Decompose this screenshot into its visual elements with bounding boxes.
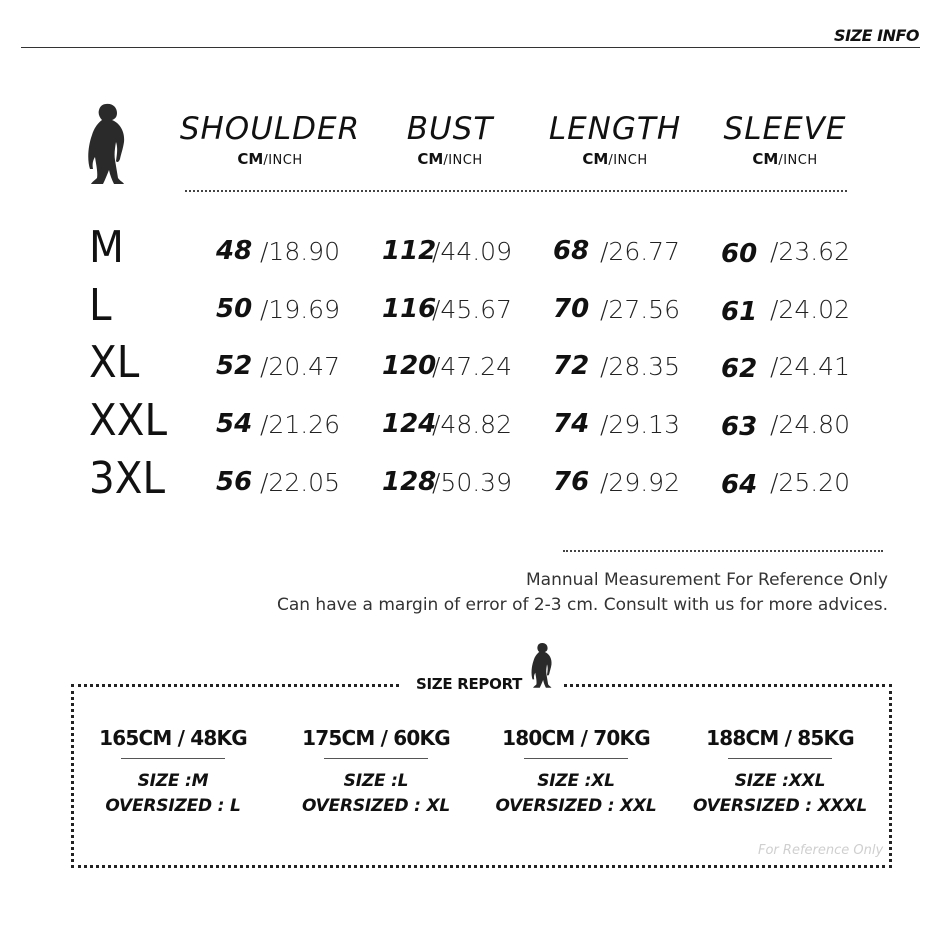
- report-oversized: OVERSIZED : XXL: [495, 796, 657, 816]
- column-title: LENGTH: [548, 111, 682, 147]
- shoulder-inch: /20.47: [260, 352, 340, 381]
- column-unit: CM/INCH: [417, 150, 483, 168]
- shoulder-cm: 52: [216, 351, 253, 381]
- size-label-xxl: XXL: [89, 395, 168, 446]
- size-report-title: SIZE REPORT: [416, 675, 523, 693]
- sleeve-inch: /23.62: [770, 237, 850, 266]
- size-label-l: L: [89, 280, 112, 331]
- column-title: SHOULDER: [179, 111, 361, 147]
- shoulder-cm: 50: [216, 294, 253, 324]
- margin-note: Can have a margin of error of 2-3 cm. Consult with us for more advices.: [276, 595, 888, 615]
- size-label-3xl: 3XL: [89, 453, 166, 504]
- length-cm: 68: [553, 236, 590, 266]
- shoulder-cm: 48: [216, 236, 253, 266]
- report-divider: [728, 758, 832, 759]
- notes-dotted-divider: [563, 550, 883, 552]
- length-inch: /29.13: [600, 410, 680, 439]
- column-title: SLEEVE: [723, 111, 847, 147]
- size-info-title: SIZE INFO: [834, 26, 919, 45]
- bust-inch: /47.24: [432, 352, 512, 381]
- shoulder-inch: /18.90: [260, 237, 340, 266]
- sleeve-inch: /24.02: [770, 295, 850, 324]
- report-height-weight: 165CM / 48KG: [99, 726, 247, 750]
- length-cm: 74: [553, 409, 590, 439]
- column-unit: CM/INCH: [582, 150, 648, 168]
- bust-cm: 116: [382, 294, 437, 324]
- report-size: SIZE :M: [137, 771, 209, 791]
- shoulder-cm: 56: [216, 467, 253, 497]
- report-divider: [324, 758, 428, 759]
- column-title: BUST: [406, 111, 494, 147]
- report-entry: [276, 724, 476, 819]
- sleeve-cm: 60: [721, 239, 758, 269]
- length-inch: /27.56: [600, 295, 680, 324]
- size-label-m: M: [89, 222, 124, 273]
- report-entry: [73, 724, 273, 819]
- bust-cm: 128: [382, 467, 437, 497]
- length-cm: 76: [553, 467, 590, 497]
- column-unit: CM/INCH: [752, 150, 818, 168]
- length-inch: /26.77: [600, 237, 680, 266]
- sleeve-cm: 63: [721, 412, 758, 442]
- shoulder-cm: 54: [216, 409, 253, 439]
- bust-inch: /45.67: [432, 295, 512, 324]
- sleeve-cm: 62: [721, 354, 758, 384]
- column-unit: CM/INCH: [237, 150, 303, 168]
- shoulder-inch: /21.26: [260, 410, 340, 439]
- bust-cm: 124: [382, 409, 437, 439]
- length-cm: 70: [553, 294, 590, 324]
- report-entry: [476, 724, 676, 819]
- sleeve-inch: /24.41: [770, 352, 850, 381]
- bust-cm: 112: [382, 236, 437, 266]
- length-cm: 72: [553, 351, 590, 381]
- bust-cm: 120: [382, 351, 437, 381]
- report-divider: [524, 758, 628, 759]
- reference-footnote: For Reference Only: [758, 843, 884, 858]
- measurement-note: Mannual Measurement For Reference Only: [526, 570, 888, 590]
- sleeve-inch: /24.80: [770, 410, 850, 439]
- bust-inch: /44.09: [432, 237, 512, 266]
- report-oversized: OVERSIZED : XXXL: [693, 796, 867, 816]
- report-oversized: OVERSIZED : XL: [301, 796, 451, 816]
- sleeve-cm: 64: [721, 470, 758, 500]
- bust-inch: /48.82: [432, 410, 512, 439]
- report-height-weight: 188CM / 85KG: [706, 726, 854, 750]
- report-size: SIZE :L: [343, 771, 409, 791]
- report-divider: [121, 758, 225, 759]
- shoulder-inch: /19.69: [260, 295, 340, 324]
- size-label-xl: XL: [89, 337, 140, 388]
- sleeve-cm: 61: [721, 297, 758, 327]
- sleeve-inch: /25.20: [770, 468, 850, 497]
- report-size: SIZE :XXL: [734, 771, 826, 791]
- shoulder-inch: /22.05: [260, 468, 340, 497]
- report-oversized: OVERSIZED : L: [105, 796, 241, 816]
- bust-inch: /50.39: [432, 468, 512, 497]
- length-inch: /29.92: [600, 468, 680, 497]
- report-height-weight: 175CM / 60KG: [302, 726, 450, 750]
- report-entry: [680, 724, 880, 819]
- ape-figure-small-icon: [529, 642, 555, 690]
- report-size: SIZE :XL: [537, 771, 615, 791]
- length-inch: /28.35: [600, 352, 680, 381]
- report-height-weight: 180CM / 70KG: [502, 726, 650, 750]
